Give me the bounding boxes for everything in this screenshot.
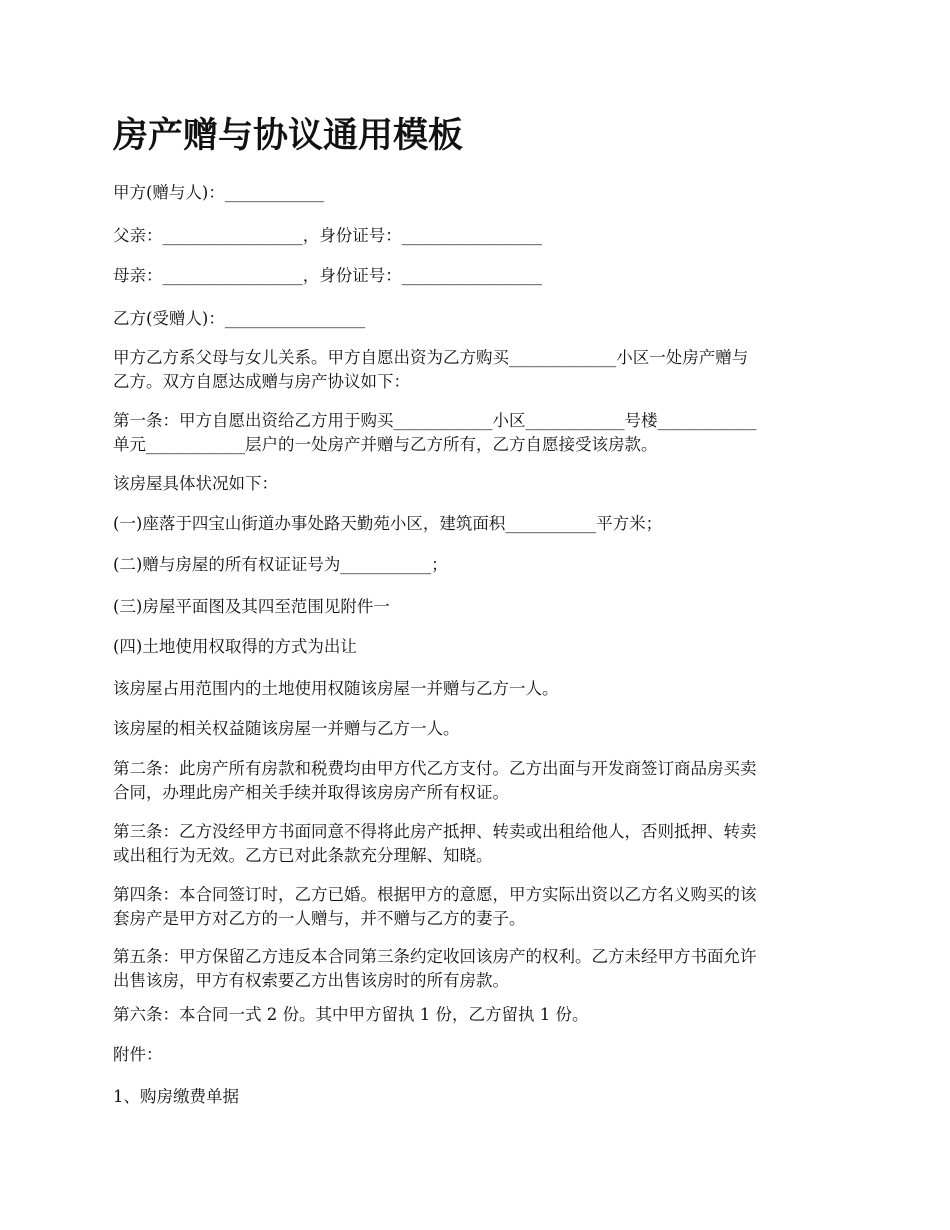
clause-property-intro <box>113 472 841 496</box>
text-line: (一)座落于四宝山街道办事处路天勤苑小区，建筑面积___________平方米； <box>113 514 663 533</box>
text-line: (二)赠与房屋的所有权证证号为___________； <box>113 555 448 574</box>
clause-article-4 <box>113 883 841 931</box>
text-line: 单元____________层户的一处房产并赠与乙方所有，乙方自愿接受该房款。 <box>113 435 658 454</box>
text-line: (三)房屋平面图及其四至范围见附件一 <box>113 597 390 616</box>
clause-father <box>113 224 841 248</box>
text-line: 第六条：本合同一式 2 份。其中甲方留执 1 份，乙方留执 1 份。 <box>113 1005 589 1024</box>
text-line: 甲方乙方系父母与女儿关系。甲方自愿出资为乙方购买_____________小区一处房产赠与 <box>113 348 749 367</box>
clause-article-3 <box>113 820 841 868</box>
text-line: 父亲：_________________，身份证号：_________________ <box>113 226 542 245</box>
document-title: 房产赠与协议通用模板 <box>113 116 464 156</box>
text-line: 甲方(赠与人)：____________ <box>113 183 324 202</box>
text-line: 母亲：_________________，身份证号：_________________ <box>113 266 542 285</box>
clause-relationship <box>113 346 841 394</box>
clause-item-2 <box>113 553 841 577</box>
clause-item-1 <box>113 512 841 536</box>
clause-land-use <box>113 677 841 701</box>
clause-donor <box>113 181 841 205</box>
text-line: 第五条：甲方保留乙方违反本合同第三条约定收回该房产的权利。乙方未经甲方书面允许 <box>113 947 757 966</box>
text-line: 该房屋具体状况如下： <box>113 474 278 493</box>
clause-item-4 <box>113 635 841 659</box>
text-line: 合同，办理此房产相关手续并取得该房房产所有权证。 <box>113 783 509 802</box>
text-line: (四)土地使用权取得的方式为出让 <box>113 637 357 656</box>
text-line: 附件： <box>113 1045 163 1064</box>
text-line: 或出租行为无效。乙方已对此条款充分理解、知晓。 <box>113 846 493 865</box>
text-line: 该房屋的相关权益随该房屋一并赠与乙方一人。 <box>113 719 460 738</box>
text-line: 第二条：此房产所有房款和税费均由甲方代乙方支付。乙方出面与开发商签订商品房买卖 <box>113 759 757 778</box>
clause-article-1 <box>113 409 841 457</box>
text-line: 乙方(受赠人)：_________________ <box>113 309 366 328</box>
clause-article-5 <box>113 945 841 993</box>
text-line: 出售该房，甲方有权索要乙方出售该房时的所有房款。 <box>113 971 509 990</box>
text-line: 套房产是甲方对乙方的一人赠与，并不赠与乙方的妻子。 <box>113 909 526 928</box>
attachments-heading <box>113 1043 841 1067</box>
text-line: 第三条：乙方没经甲方书面同意不得将此房产抵押、转卖或出租给他人，否则抵押、转卖 <box>113 822 757 841</box>
clause-article-6 <box>113 1003 841 1027</box>
text-line: 第四条：本合同签订时，乙方已婚。根据甲方的意愿，甲方实际出资以乙方名义购买的该 <box>113 885 757 904</box>
clause-item-3 <box>113 595 841 619</box>
text-line: 乙方。双方自愿达成赠与房产协议如下： <box>113 372 410 391</box>
clause-donee <box>113 307 841 331</box>
attachment-item-1 <box>113 1085 841 1109</box>
text-line: 第一条：甲方自愿出资给乙方用于购买____________小区____________号楼____________ <box>113 411 757 430</box>
clause-related-rights <box>113 717 841 741</box>
clause-article-2 <box>113 757 841 805</box>
clause-mother <box>113 264 841 288</box>
text-line: 该房屋占用范围内的土地使用权随该房屋一并赠与乙方一人。 <box>113 679 559 698</box>
text-line: 1、购房缴费单据 <box>113 1087 239 1106</box>
